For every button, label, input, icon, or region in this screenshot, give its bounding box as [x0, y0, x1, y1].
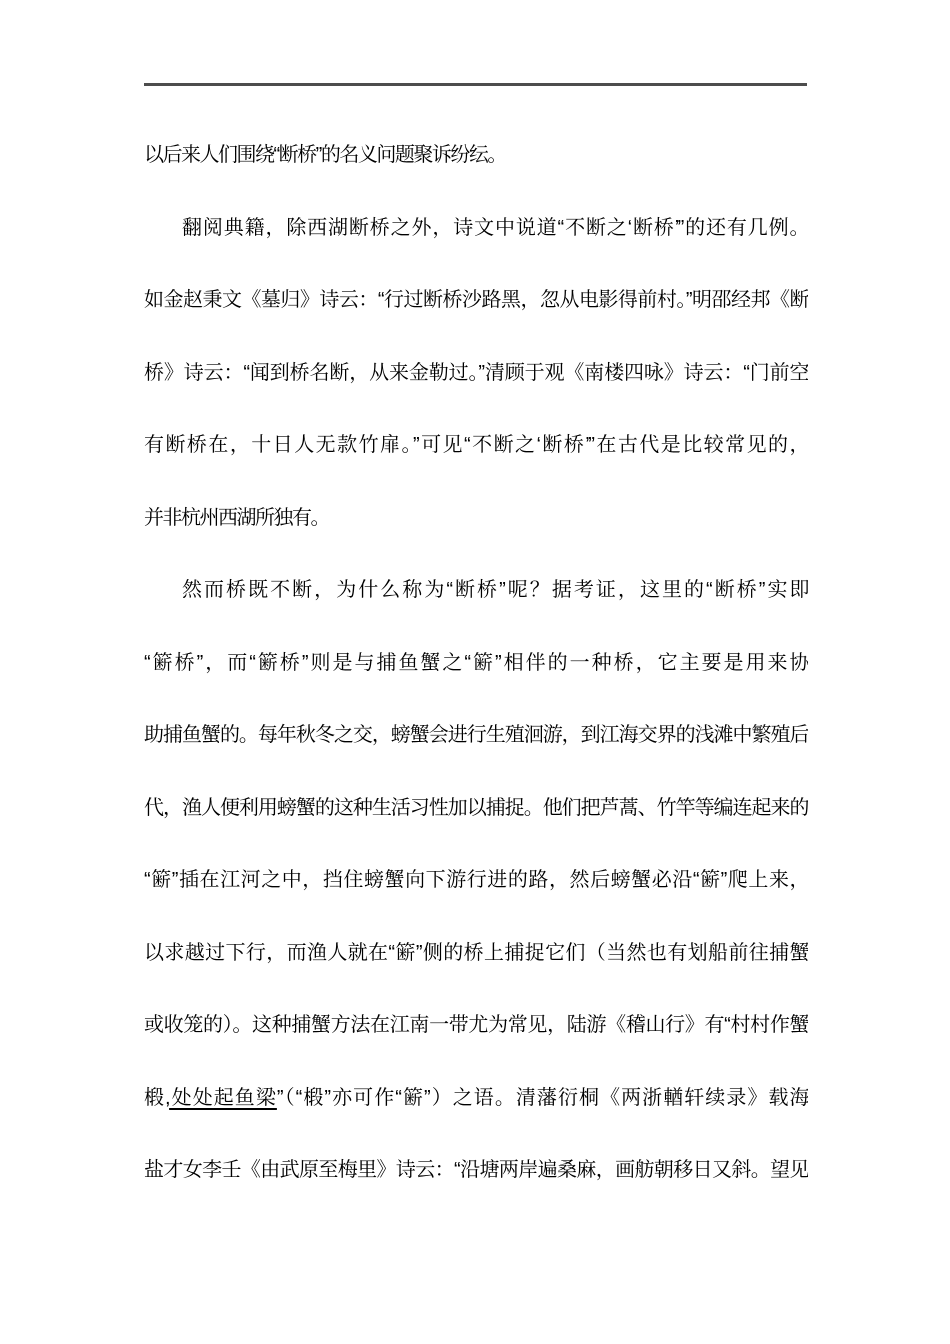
text-line: 翻阅典籍，除西湖断桥之外，诗文中说道“不断之‘断桥’”的还有几例。	[182, 216, 808, 239]
text-line: 或收笼的）。这种捕蟹方法在江南一带尤为常见，陆游《稽山行》有“村村作蟹	[144, 1014, 808, 1036]
text-line: “簖”插在江河之中，挡住螃蟹向下游行进的路，然后螃蟹必沿“簖”爬上来，	[144, 869, 808, 891]
text-line: 以求越过下行，而渔人就在“簖”侧的桥上捕捉它们（当然也有划船前往捕蟹	[144, 941, 808, 964]
underlined-phrase: 处处起鱼梁	[169, 1086, 277, 1109]
text-line: 有断桥在，十日人无款竹扉。”可见“不断之‘断桥’”在古代是比较常见的，	[144, 434, 808, 456]
text-line: 助捕鱼蟹的。每年秋冬之交，螃蟹会进行生殖洄游，到江海交界的浅滩中繁殖后	[144, 724, 808, 746]
text-line: 然而桥既不断，为什么称为“断桥”呢？据考证，这里的“断桥”实即	[182, 579, 808, 601]
text-line	[144, 1062, 808, 1135]
text-line: 如金赵秉文《墓归》诗云：“行过断桥沙路黑，忽从电影得前村。”明邵经邦《断	[144, 289, 808, 311]
text-line: 桥》诗云：“闻到桥名断，从来金勒过。”清顾于观《南楼四咏》诗云：“门前空	[144, 361, 808, 384]
text-segment: ”（“椴”亦可作“簖”）之语。清藩衍桐《两浙輶轩续录》载海	[276, 1086, 808, 1109]
header-divider-line	[144, 83, 807, 86]
document-text-body	[144, 119, 808, 1207]
text-line: 以后来人们围绕“断桥”的名义问题聚诉纷纭。	[144, 144, 506, 166]
text-segment: 椴,	[144, 1086, 170, 1109]
text-line: 并非杭州西湖所独有。	[144, 506, 329, 529]
text-line: 代，渔人便利用螃蟹的这种生活习性加以捕捉。他们把芦蒿、竹竿等编连起来的	[144, 796, 808, 819]
text-line: “簖桥”，而“簖桥”则是与捕鱼蟹之“簖”相伴的一种桥，它主要是用来协	[144, 651, 808, 674]
text-line: 盐才女李壬《由武原至梅里》诗云：“沿塘两岸遍桑麻，画舫朝移日又斜。望见	[144, 1159, 808, 1181]
